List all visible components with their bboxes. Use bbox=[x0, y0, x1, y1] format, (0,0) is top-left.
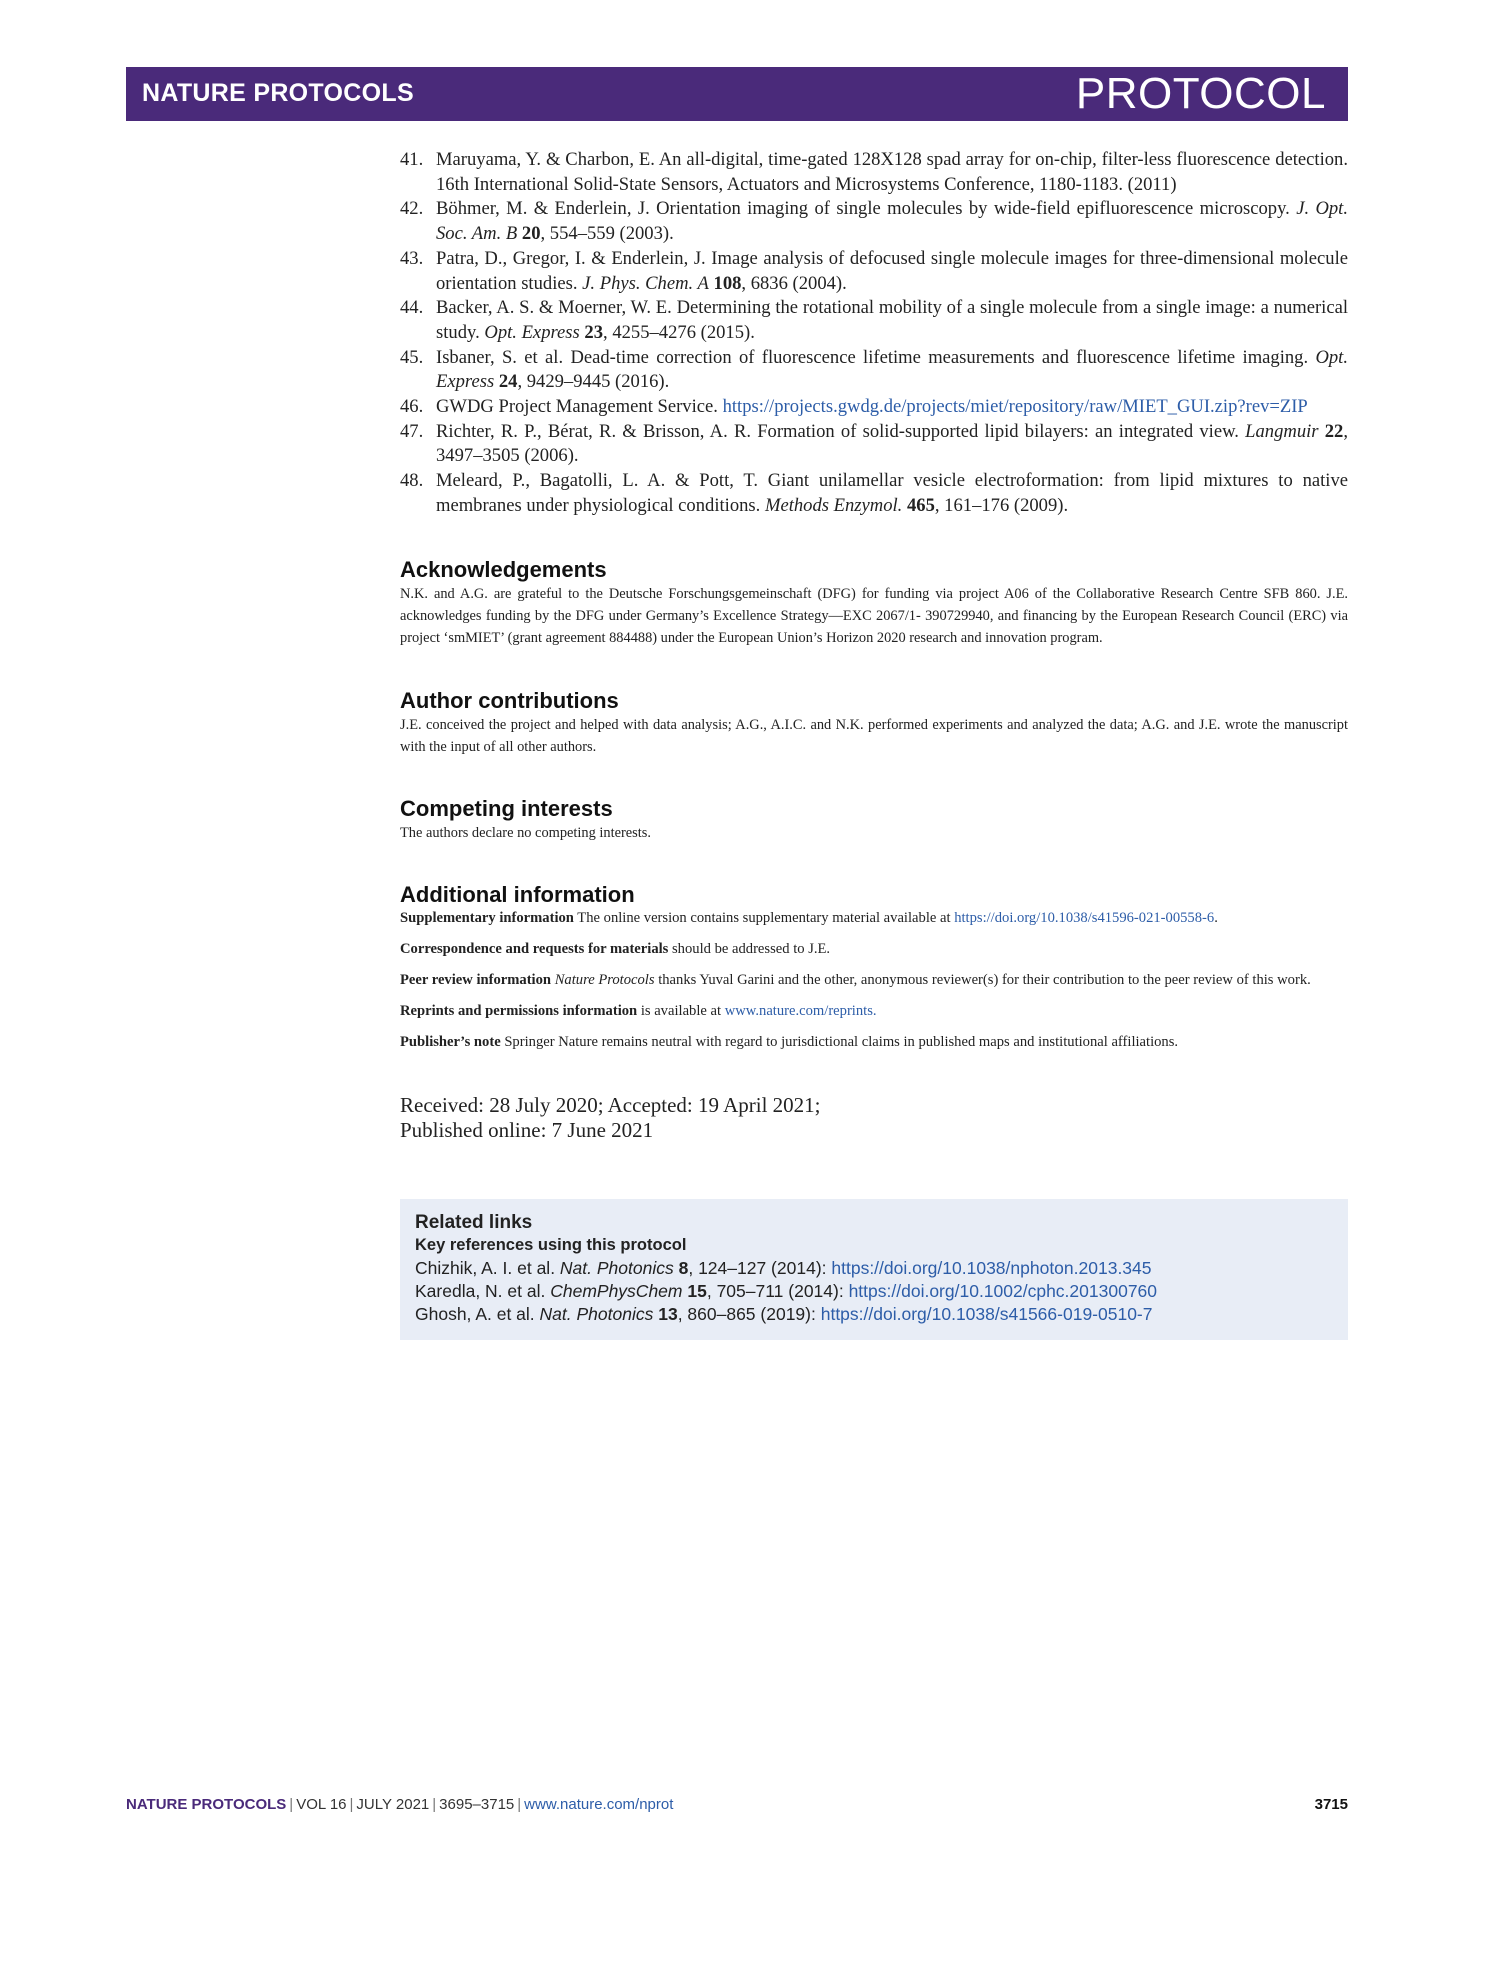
reference-46-link[interactable]: https://projects.gwdg.de/projects/miet/repository/raw/MIET_GUI.zip?rev=ZIP bbox=[722, 396, 1308, 418]
related-link-item: Ghosh, A. et al. Nat. Photonics 13, 860–865 (2019): https://doi.org/10.1038/s41566-019-0510-7 bbox=[415, 1303, 1153, 1324]
acknowledgements-heading: Acknowledgements bbox=[400, 556, 607, 582]
journal-name: NATURE PROTOCOLS bbox=[142, 79, 414, 107]
acknowledgements-text: N.K. and A.G. are grateful to the Deutsche Forschungsgemeinschaft (DFG) for funding via project A06 of the Collaborative Research Centre SFB 860. J.E. acknowledges funding by the DFG under Germany’s Excellence Strategy—EXC 2067/1- 390729940, and financing by the European Research Council (ERC) via project ‘smMIET’ (grant agreement 884488) under the European Union’s Horizon 2020 research and innovation program. bbox=[400, 585, 1348, 646]
reference-44: 44. Backer, A. S. & Moerner, W. E. Determining the rotational mobility of a single molecule from a single image: a numerical study. Opt. Express 23, 4255–4276 (2015). bbox=[400, 297, 1348, 343]
related-link-item: Karedla, N. et al. ChemPhysChem 15, 705–711 (2014): https://doi.org/10.1002/cphc.201300760 bbox=[415, 1280, 1158, 1301]
journal-header-banner bbox=[126, 67, 1348, 121]
article-type: PROTOCOL bbox=[1075, 69, 1326, 118]
reference-48: 48. Meleard, P., Bagatolli, L. A. & Pott, T. Giant unilamellar vesicle electroformation: from lipid mixtures to native membranes under physiological conditions. Methods Enzymol. 465, 161–176 (2009). bbox=[400, 470, 1348, 516]
correspondence-info: Correspondence and requests for materials should be addressed to J.E. bbox=[400, 940, 831, 957]
competing-interests-section bbox=[400, 796, 1348, 844]
reference-43: 43. Patra, D., Gregor, I. & Enderlein, J. Image analysis of defocused single molecule images for three-dimensional molecule orientation studies. J. Phys. Chem. A 108, 6836 (2004). bbox=[400, 247, 1348, 294]
related-link-item: Chizhik, A. I. et al. Nat. Photonics 8, 124–127 (2014): https://doi.org/10.1038/nphoton.2013.345 bbox=[415, 1257, 1152, 1278]
related-link-doi[interactable]: https://doi.org/10.1038/s41566-019-0510-7 bbox=[820, 1303, 1153, 1324]
footer-journal: NATURE PROTOCOLS bbox=[126, 1796, 287, 1813]
footer-url[interactable]: www.nature.com/nprot bbox=[524, 1796, 674, 1813]
related-link-doi[interactable]: https://doi.org/10.1038/nphoton.2013.345 bbox=[831, 1257, 1152, 1278]
footer-date: JULY 2021 bbox=[356, 1796, 430, 1813]
additional-information-heading: Additional information bbox=[400, 881, 635, 907]
author-contributions-heading: Author contributions bbox=[400, 687, 619, 713]
related-links-subheading: Key references using this protocol bbox=[415, 1235, 687, 1254]
reprints-info: Reprints and permissions information is available at www.nature.com/reprints. bbox=[400, 1002, 877, 1019]
author-contributions-text: J.E. conceived the project and helped with data analysis; A.G., A.I.C. and N.K. performed experiments and analyzed the data; A.G. and J.E. wrote the manuscript with the input of all other authors. bbox=[400, 716, 1348, 755]
footer-pages: 3695–3715 bbox=[439, 1796, 515, 1813]
reference-46: 46. GWDG Project Management Service. https://projects.gwdg.de/projects/miet/repository/raw/MIET_GUI.zip?rev=ZIP bbox=[400, 396, 1308, 418]
competing-interests-text: The authors declare no competing interests. bbox=[400, 824, 651, 841]
received-accepted-dates: Received: 28 July 2020; Accepted: 19 April 2021; bbox=[400, 1092, 821, 1117]
reference-47: 47. Richter, R. P., Bérat, R. & Brisson, A. R. Formation of solid-supported lipid bilayers: an integrated view. Langmuir 22, 3497–3505 (2006). bbox=[400, 420, 1348, 467]
reference-list bbox=[400, 148, 1348, 519]
main-content bbox=[400, 148, 1348, 1340]
related-links-heading: Related links bbox=[415, 1211, 533, 1233]
supplementary-info: Supplementary information The online version contains supplementary material available at https://doi.org/10.1038/s41596-021-00558-6. bbox=[400, 909, 1218, 926]
acknowledgements-section bbox=[400, 557, 1348, 649]
reference-45: 45. Isbaner, S. et al. Dead-time correction of fluorescence lifetime measurements and fluorescence lifetime imaging. Opt. Express 24, 9429–9445 (2016). bbox=[400, 346, 1348, 393]
related-links-box bbox=[400, 1199, 1348, 1340]
supplementary-link[interactable]: https://doi.org/10.1038/s41596-021-00558-6 bbox=[954, 909, 1215, 926]
related-link-doi[interactable]: https://doi.org/10.1002/cphc.201300760 bbox=[848, 1280, 1158, 1301]
published-online-date: Published online: 7 June 2021 bbox=[400, 1117, 654, 1142]
page-number: 3715 bbox=[1314, 1796, 1348, 1813]
publication-dates bbox=[400, 1093, 1348, 1143]
peer-review-info: Peer review information Nature Protocols thanks Yuval Garini and the other, anonymous reviewer(s) for their contribution to the peer review of this work. bbox=[400, 971, 1311, 988]
reprints-link[interactable]: www.nature.com/reprints. bbox=[724, 1002, 877, 1019]
competing-interests-heading: Competing interests bbox=[400, 795, 613, 821]
page-footer: NATURE PROTOCOLS | VOL 16 | JULY 2021 | 3695–3715 | www.nature.com/nprot 3715 bbox=[126, 1796, 1348, 1813]
publishers-note: Publisher’s note Springer Nature remains neutral with regard to jurisdictional claims in published maps and institutional affiliations. bbox=[400, 1033, 1179, 1050]
additional-information-section bbox=[400, 882, 1348, 1053]
reference-41: 41. Maruyama, Y. & Charbon, E. An all-digital, time-gated 128X128 spad array for on-chip, filter-less fluorescence detection. 16th International Solid-State Sensors, Actuators and Microsystems Conference, 1180-1183. (2011) bbox=[400, 149, 1348, 195]
reference-42: 42. Böhmer, M. & Enderlein, J. Orientation imaging of single molecules by wide-field epifluorescence microscopy. J. Opt. Soc. Am. B 20, 554–559 (2003). bbox=[400, 198, 1348, 245]
footer-volume: VOL 16 bbox=[296, 1796, 347, 1813]
author-contributions-section bbox=[400, 688, 1348, 758]
